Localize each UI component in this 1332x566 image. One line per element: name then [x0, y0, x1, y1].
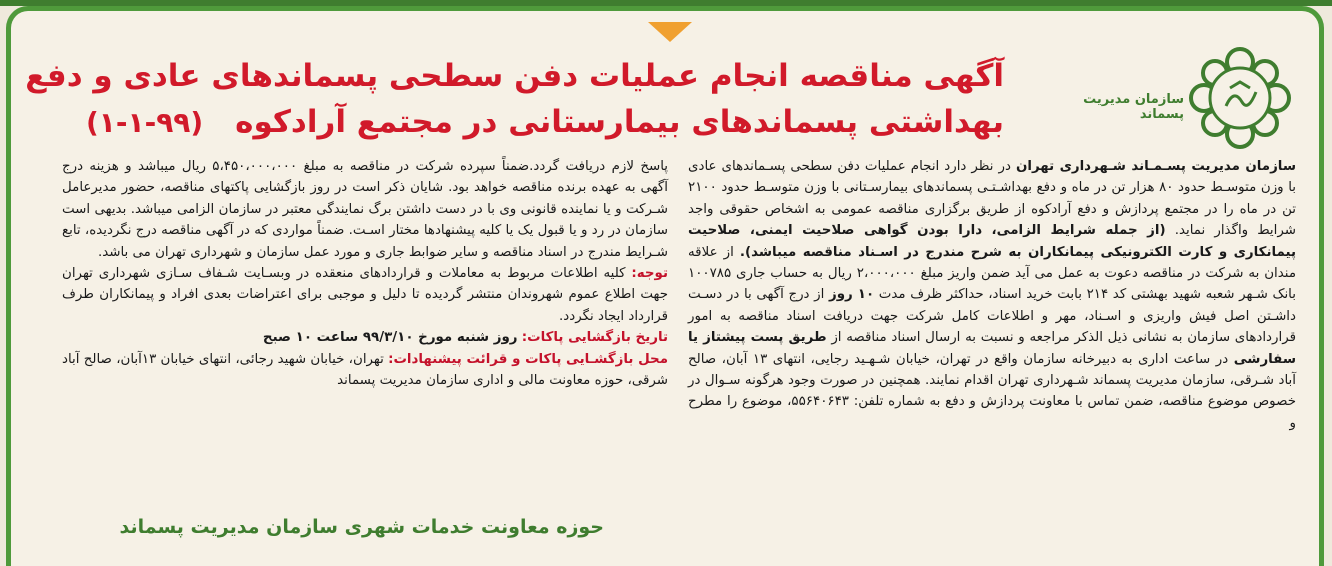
intro-text: در نظر دارد انجام عملیات دفن سطحی پسـماندهای عادی با وزن متوسـط حدود ۸۰ هزار تن در ماه و دفع بهداشـتـی پسماندهای بیمارسـتانی با وزن متوسـط حدود ۲۱۰۰ تن در ماه را در مجتمع پردازش و دفع آرادکوه از طریق برگزاری مناقصه عمومی به اشخاص حقوقی واجد شرایط واگذار نماید. [688, 159, 1297, 239]
headline-line-1: آگهی مناقصه انجام عملیات دفن سطحی پسماندهای عادی و دفع [25, 58, 1004, 94]
footer-signature: حوزه معاونت خدمات شهری سازمان مدیریت پسماند [119, 516, 604, 538]
opening-location-value: تهران، خیابان شهید رجائی، انتهای خیابان ۱۳آبان، صالح آباد شرقی، حوزه معاونت مالی و اداری سازمان مدیریت پسماند [62, 351, 668, 389]
tender-code: (۱-۱-۹۹) [86, 106, 204, 139]
organization-name: سازمان مدیریت پسماند [1083, 92, 1184, 122]
waste-management-logo-icon [1186, 44, 1294, 152]
opening-location-label: محل بازگشـایی پاکات و قرائت پیشنهادات: [388, 351, 668, 367]
mandatory-conditions-bold: (از جمله شرایط الزامی، دارا بودن گواهی صلاحیت ایمنی، صلاحیت پیمانکاری و کارت الکترونیکی پیمانکاران به شرح مندرج در اسـناد مناقصه میباشد). [688, 223, 1296, 260]
opening-location-line [62, 349, 668, 392]
deadline-bold: ۱۰ روز [828, 287, 875, 303]
note-paragraph [62, 263, 668, 327]
deposit-text: از علاقه مندان به شرکت در مناقصه دعوت به عمل می آید ضمن واریز مبلغ ۲،۰۰۰،۰۰۰ ریال به حساب جاری ۱۰۰۷۸۵ بانک شـهر شعبه شهید بهشتی کد ۲۱۴ بابت خرید اسناد، حداکثر ظرف مدت [688, 244, 1297, 303]
opening-date-line [62, 327, 668, 348]
org-intro-bold: سازمان مدیریت پسـمـاند شـهرداری تهران [1015, 159, 1296, 174]
orange-triangle-marker [648, 22, 692, 42]
headline-line-2: بهداشتی پسماندهای بیمارستانی در مجتمع آرادکوه [235, 104, 1004, 140]
document-collection-text: از درج آگهی با در دسـت داشـتن اصل فیش واریزی و اسـناد، مهر و اطلاعات کامل شرکت جهت دریافت اسناد مناقصه به امور قراردادهای سازمان به نشانی ذیل الذکر مراجعه و نسبت به ارسال اسناد مناقصه از [688, 287, 1297, 346]
note-text: کلیه اطلاعات مربوط به معاملات و قراردادهای منعقده در وبسـایت شـفاف سـازی شهرداری تهران جهت اطلاع عموم شهروندان منتشر گردیده تا دلیل و موجبی برای اعتراضات بعدی افراد و پیمانکاران طرف قرارداد ایجاد نگردد. [62, 266, 668, 324]
address-text: در ساعت اداری به دبیرخانه سازمان واقع در تهران، خیابان شـهـید رجایی، انتهای ۱۳ آبان، صالح آباد شـرقی، سازمان مدیریت پسماند شـهرداری تهران اقدام نمایند. همچنین در صورت وجود هرگونه سـوال در خصوص موضوع مناقصه، ضمن تماس با معاونت پردازش و دفع به شماره تلفن: ۵۵۶۴۰۶۴۳، موضوع را مطرح و [688, 351, 1296, 431]
left-text-column [62, 156, 668, 391]
note-label: توجه: [631, 266, 668, 282]
left-paragraph-1: پاسخ لازم دریافت گردد.ضمناً سپرده شرکت در مناقصه به مبلغ ۵،۴۵۰،۰۰۰،۰۰۰ ریال میباشد و هزینه درج آگهی به عهده برنده مناقصه خواهد بود. شایان ذکر است در روز بازگشایی پاکتهای مناقصه، حضور مدیرعامل شـرکت و یا نماینده قانونی وی با در دست داشتن برگ نمایندگی معتبر در سازمان الزامی میباشد. بدیهی است سازمان در رد و یا قبول یک یا کلیه پیشنهادها مختار اسـت. ضمناً مواردی که در آگهی مناقصه درج نگردیده، تابع شـرایط مندرج در اسناد مناقصه و سایر ضوابط جاری و مورد عمل سازمان و شهرداری تهران می باشد. [62, 159, 668, 260]
right-text-column [688, 156, 1296, 434]
right-paragraph [688, 156, 1296, 434]
opening-date-label: تاریخ بازگشایی پاکات: [521, 330, 668, 346]
post-method-bold: طریق پست پیشتاز یا سفارشی [688, 330, 1296, 367]
opening-date-value: روز شنبه مورخ ۹۹/۳/۱۰ ساعت ۱۰ صبح [262, 330, 518, 346]
